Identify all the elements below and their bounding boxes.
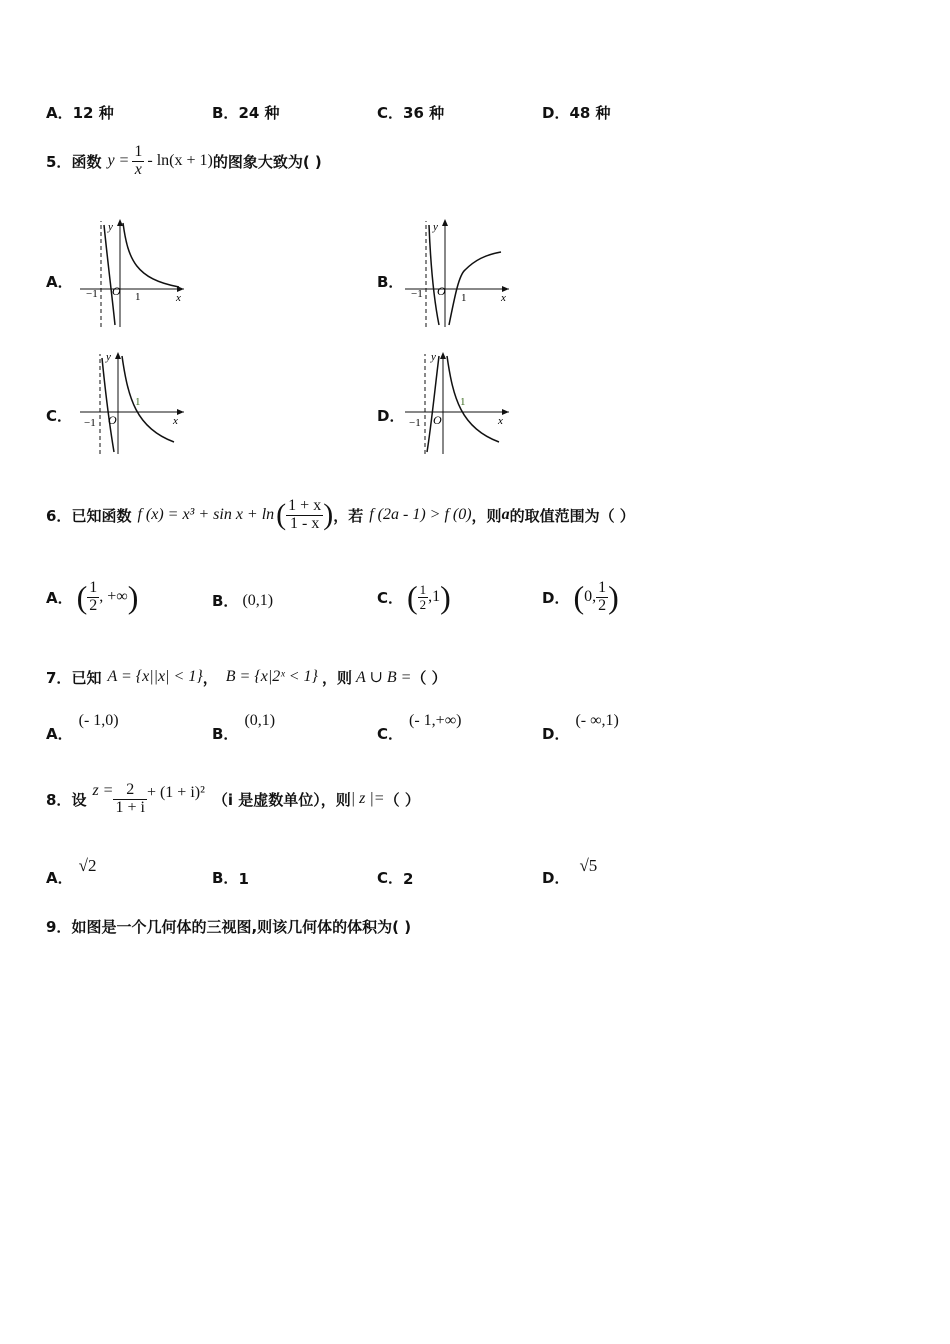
z-fraction: $\frac{2}{1 + i}$ xyxy=(115,780,145,816)
stem-prefix: 设 xyxy=(71,790,87,809)
option-label: D． xyxy=(542,588,570,607)
graph-b[interactable] xyxy=(405,215,515,330)
label-one: 1 xyxy=(460,396,466,408)
option-text: (- 1,+∞) xyxy=(409,712,462,729)
option-text: (- ∞,1) xyxy=(575,712,619,729)
option-text: 24 种 xyxy=(238,104,280,122)
option-text: √2 xyxy=(78,856,97,875)
formula-f: f (x) = x³ + sin x + ln xyxy=(137,506,275,523)
q5-option-c[interactable]: C． xyxy=(46,407,73,425)
label-neg1: −1 xyxy=(411,288,423,300)
formula-y: y = xyxy=(107,152,130,169)
option-label: C． xyxy=(377,104,404,122)
q6-stem xyxy=(46,490,635,540)
option-text: 1 xyxy=(238,870,249,888)
option-label: C． xyxy=(377,725,404,743)
question-number: 9． xyxy=(46,918,72,936)
y-axis-arrow xyxy=(440,352,446,359)
option-label: C． xyxy=(377,869,404,887)
label-one: 1 xyxy=(135,291,141,303)
set-a: A = {x||x| < 1} xyxy=(107,668,203,685)
label-origin: O xyxy=(437,284,446,298)
z-rest: + (1 + i)² xyxy=(146,784,205,801)
curve-right xyxy=(123,223,179,287)
q9-stem xyxy=(46,916,411,937)
q7-option-d[interactable] xyxy=(542,712,619,744)
label-y: y xyxy=(431,351,436,363)
abs-z: | z |= xyxy=(350,790,385,807)
ln-fraction: $\frac{1 + x}{1 - x}$ xyxy=(288,496,322,532)
union-expr: A ∪ B = xyxy=(355,669,412,686)
option-text: (0,1) xyxy=(242,591,274,609)
option-text: 2 xyxy=(403,870,414,888)
option-label: D． xyxy=(542,869,570,887)
option-label: A． xyxy=(46,104,73,122)
option-label: B． xyxy=(212,104,239,122)
x-axis-arrow xyxy=(502,409,509,415)
option-label: D． xyxy=(542,725,570,743)
stem-prefix: 函数 xyxy=(71,152,102,171)
label-one: 1 xyxy=(461,292,467,304)
option-text: (0,1) xyxy=(244,712,276,729)
q8-option-a[interactable] xyxy=(46,858,96,888)
label-one: 1 xyxy=(135,396,141,408)
stem-suffix: ，则 xyxy=(471,506,502,525)
option-text: 48 种 xyxy=(569,104,611,122)
option-label: A． xyxy=(46,869,73,887)
curve-left xyxy=(102,358,114,452)
option-text: (- 1,0) xyxy=(78,712,119,729)
option-label: A． xyxy=(46,725,73,743)
option-text: 12 种 xyxy=(72,104,114,122)
y-axis-arrow xyxy=(117,219,123,226)
question-number: 7． xyxy=(46,668,72,687)
label-y: y xyxy=(108,221,113,233)
q8-option-d[interactable] xyxy=(542,858,597,888)
var-a: a xyxy=(501,506,510,523)
q4-option-c[interactable] xyxy=(377,102,444,123)
option-text: 36 种 xyxy=(403,104,445,122)
condition: f (2a - 1) > f (0) xyxy=(369,506,472,523)
q5-option-d[interactable]: D． xyxy=(377,407,405,425)
q6-option-d[interactable]: D． ( 0, $\frac{1}{2}$ ) xyxy=(542,578,619,615)
option-label: D． xyxy=(542,104,570,122)
option-label: C． xyxy=(377,588,404,607)
stem-prefix: 已知 xyxy=(71,668,102,687)
q7-option-b[interactable] xyxy=(212,712,276,744)
label-x: x xyxy=(176,292,181,304)
q6-option-c[interactable]: C． ( $\frac{1}{2}$ ,1 ) xyxy=(377,578,451,615)
x-axis-arrow xyxy=(177,409,184,415)
q4-option-d[interactable] xyxy=(542,102,611,123)
label-neg1: −1 xyxy=(409,417,421,429)
q5-option-a[interactable]: A． xyxy=(46,273,73,291)
formula-rest: - ln(x + 1) xyxy=(147,152,213,169)
set-b: B = {x|2ˣ < 1} xyxy=(225,668,318,685)
stem-suffix: （ ） xyxy=(384,790,420,809)
stem-note: （i 是虚数单位），则 xyxy=(212,790,351,809)
y-axis-arrow xyxy=(115,352,121,359)
question-number: 6． xyxy=(46,506,72,525)
label-neg1: −1 xyxy=(84,417,96,429)
option-label: B． xyxy=(212,725,239,743)
curve-left xyxy=(429,225,439,325)
q8-stem xyxy=(46,776,420,822)
stem-suffix2: 的取值范围为（ ） xyxy=(509,506,635,525)
stem-suffix: 的图象大致为( ) xyxy=(212,152,322,171)
question-number: 5． xyxy=(46,152,72,171)
q6-option-a[interactable]: A． ( $\frac{1}{2}$ , +∞ ) xyxy=(46,578,139,615)
q5-stem xyxy=(46,140,322,182)
stem-suffix: （ ） xyxy=(411,668,447,687)
z-eq: z = xyxy=(92,782,114,799)
curve-left xyxy=(104,225,115,325)
stem-text: 如图是一个几何体的三视图,则该几何体的体积为( ) xyxy=(71,918,412,936)
q7-option-c[interactable] xyxy=(377,712,462,744)
q6-option-b[interactable] xyxy=(212,590,273,611)
q4-option-a[interactable] xyxy=(46,102,114,123)
curve-right xyxy=(447,356,499,442)
curve-left xyxy=(427,356,439,452)
paren-close: ) xyxy=(323,498,334,531)
graph-d[interactable] xyxy=(405,348,515,458)
label-x: x xyxy=(498,415,503,427)
label-y: y xyxy=(106,351,111,363)
question-number: 8． xyxy=(46,790,72,809)
graph-c[interactable] xyxy=(80,348,190,458)
option-label: B． xyxy=(212,869,239,887)
formula-fraction: $\frac{1}{x}$ xyxy=(134,142,143,178)
stem-middle: ，则 xyxy=(321,668,352,687)
q8-option-b[interactable] xyxy=(212,858,249,888)
label-y: y xyxy=(433,221,438,233)
graph-a[interactable] xyxy=(80,215,190,330)
stem-sep: ， xyxy=(202,668,218,687)
q5-option-b[interactable]: B． xyxy=(377,273,404,291)
option-label: B． xyxy=(212,592,239,610)
y-axis-arrow xyxy=(442,219,448,226)
paren-open: ( xyxy=(276,498,287,531)
q8-option-c[interactable] xyxy=(377,858,413,888)
q7-option-a[interactable] xyxy=(46,712,119,744)
q7-stem xyxy=(46,660,447,694)
stem-prefix: 已知函数 xyxy=(71,506,132,525)
label-x: x xyxy=(501,292,506,304)
option-label: A． xyxy=(46,588,73,607)
option-text: √5 xyxy=(579,856,598,875)
label-neg1: −1 xyxy=(86,288,98,300)
q4-option-b[interactable] xyxy=(212,102,280,123)
label-origin: O xyxy=(108,413,117,427)
label-origin: O xyxy=(112,284,121,298)
label-x: x xyxy=(173,415,178,427)
stem-middle: ，若 xyxy=(333,506,364,525)
label-origin: O xyxy=(433,413,442,427)
curve-right xyxy=(122,356,174,442)
